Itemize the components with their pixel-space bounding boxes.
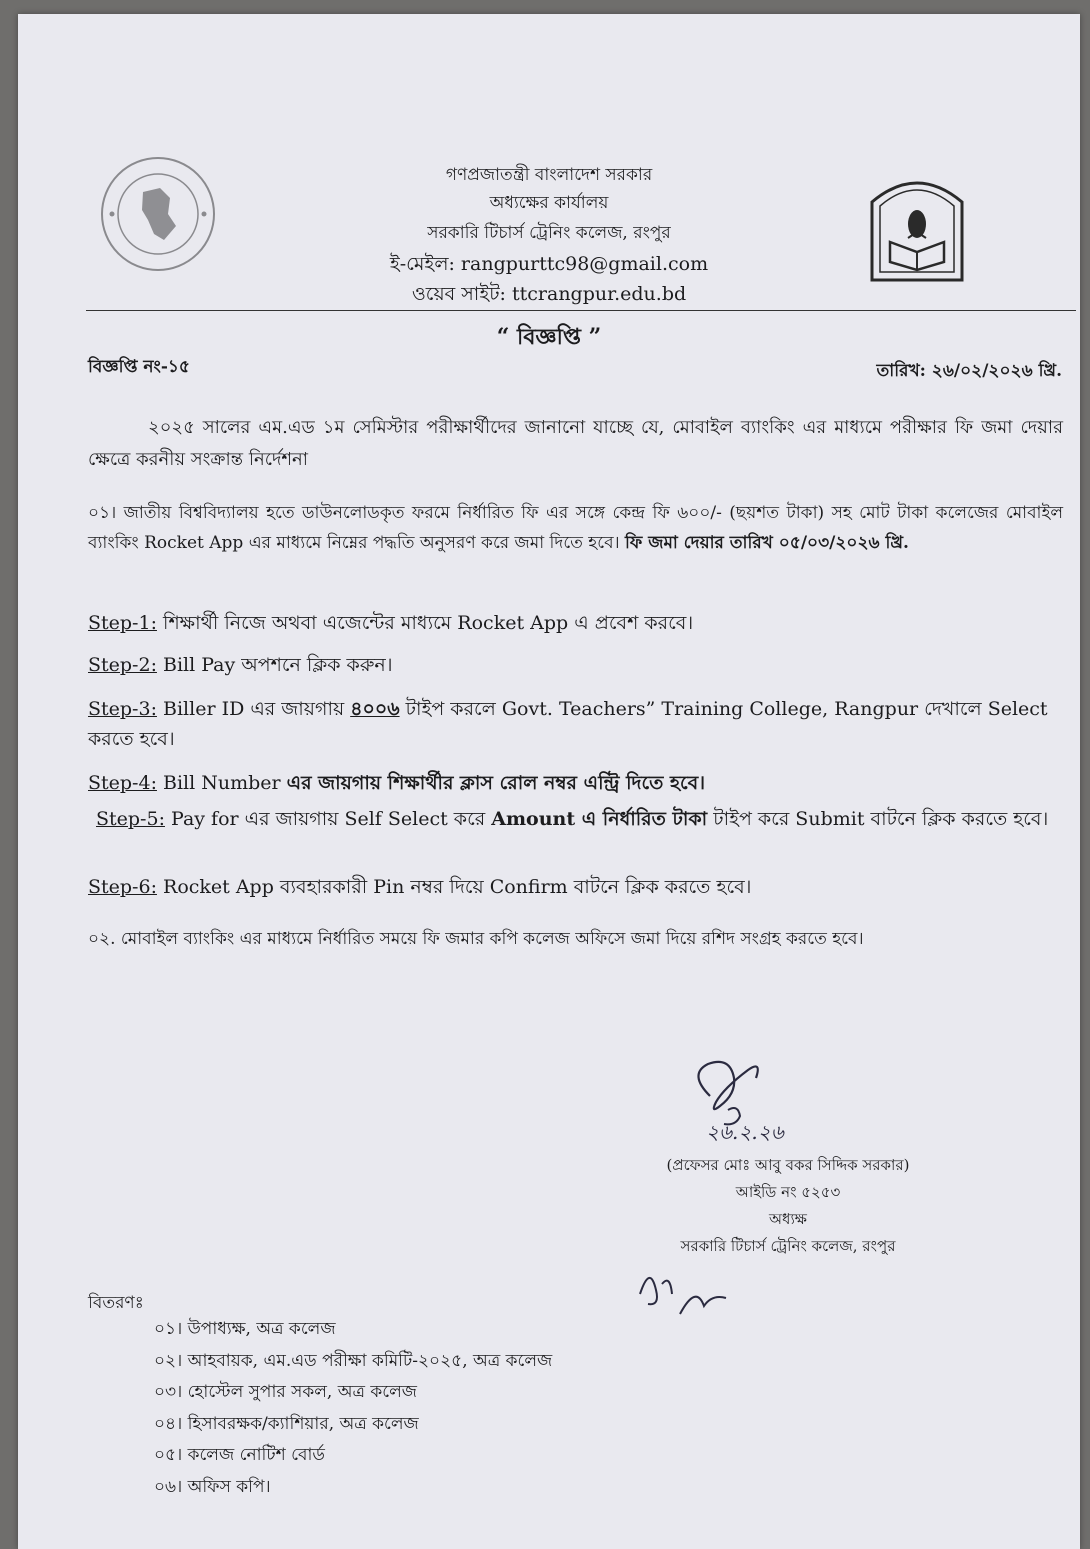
signatory-id: আইডি নং ৫২৫৩ [735,1183,841,1201]
list-item: ০৫। কলেজ নোটিশ বোর্ড [154,1445,325,1465]
step-text: Pay for এর জায়গায় Self Select করে [164,808,492,830]
header-website: ওয়েব সাইট: ttcrangpur.edu.bd [411,283,687,305]
step-label: Step-5: [96,808,165,830]
distribution-label: বিতরণঃ [88,1293,144,1313]
step-text: শিক্ষার্থী নিজে অথবা এজেন্টের মাধ্যমে Rocket App এ প্রবেশ করবে। [156,612,694,634]
step-2 [88,650,1063,680]
notice-number: বিজ্ঞপ্তি নং-১৫ [88,357,190,377]
biller-id: ৪০০৬ [350,698,400,720]
notice-date: তারিখ: ২৬/০২/২০২৬ খ্রি. [876,361,1062,381]
step-text: Bill Number [156,772,287,794]
initials-icon [626,1254,746,1334]
step-text: টাইপ করলে Govt. Teachers” Training College, Rangpur দেখালে Select করতে হবে। [88,698,1048,750]
step-label: Step-1: [88,612,157,634]
list-item: ০৪। হিসাবরক্ষক/ক্যাশিয়ার, অত্র কলেজ [154,1413,419,1434]
list-item: ০৬। অফিস কপি। [154,1476,271,1497]
step-6 [88,872,1063,902]
header-divider [86,310,1076,311]
paragraph-1 [88,498,1063,558]
notice-intro: ২০২৫ সালের এম.এড ১ম সেমিস্টার পরীক্ষার্থীদের জানানো যাচ্ছে যে, মোবাইল ব্যাংকিং এর মাধ্যমে পরীক্ষার ফি জমা দেয়ার ক্ষেত্রে করনীয় সংক্রান্ত নির্দেশনা [88,417,1063,470]
step-label: Step-3: [88,698,157,720]
fee-deadline: ফি জমা দেয়ার তারিখ ০৫/০৩/২০২৬ খ্রি. [625,533,909,553]
step-text: Rocket App ব্যবহারকারী Pin নম্বর দিয়ে Confirm বাটনে ক্লিক করতে হবে। [156,876,752,898]
step-bold-text: Amount এ নির্ধারিত টাকা [491,808,708,830]
step-5 [88,804,1071,834]
header-govt: গণপ্রজাতন্ত্রী বাংলাদেশ সরকার [445,165,653,185]
signatory-designation: অধ্যক্ষ [769,1210,807,1228]
step-text: Bill Pay অপশনে ক্লিক করুন। [156,654,393,676]
step-text: Biller ID এর জায়গায় [156,698,351,720]
paragraph-1-text: ০১। জাতীয় বিশ্ববিদ্যালয় হতে ডাউনলোডকৃত ফরমে নির্ধারিত ফি এর সঙ্গে কেন্দ্র ফি ৬০০/- (ছয়শত টাকা) সহ মোট টাকা কলেজের মোবাইল ব্যাংকিং Rocket App এর মাধ্যমে নিম্নের পদ্ধতি অনুসরণ করে জমা দিতে হবে। [88,503,1063,553]
distribution-list [154,1314,552,1503]
list-item: ০১। উপাধ্যক্ষ, অত্র কলেজ [154,1319,336,1339]
step-label: Step-6: [88,876,157,898]
paragraph-2: ০২. মোবাইল ব্যাংকিং এর মাধ্যমে নির্ধারিত সময়ে ফি জমার কপি কলেজ অফিসে জমা দিয়ে রশিদ সংগ্রহ করতে হবে। [88,929,864,949]
list-item: ০২। আহবায়ক, এম.এড পরীক্ষা কমিটি-২০২৫, অত্র কলেজ [154,1350,553,1371]
step-bold-text: এর জায়গায় শিক্ষার্থীর ক্লাস রোল নম্বর এন্ট্রি দিতে হবে। [286,772,705,794]
header-email: ই-মেইল: rangpurttc98@gmail.com [389,253,709,275]
list-item: ০৩। হোস্টেল সুপার সকল, অত্র কলেজ [154,1382,417,1402]
step-label: Step-4: [88,772,157,794]
step-text: টাইপ করে Submit বাটনে ক্লিক করতে হবে। [707,808,1049,830]
step-4 [88,768,1063,798]
header-college: সরকারি টিচার্স ট্রেনিং কলেজ, রংপুর [427,223,671,243]
notice-title: “ বিজ্ঞপ্তি ” [496,324,602,350]
header-office: অধ্যক্ষের কার্যালয় [489,193,609,213]
signature-date: ২৬.২.২৬ [706,1120,784,1144]
signatory-block [618,1152,958,1260]
signatory-institution: সরকারি টিচার্স ট্রেনিং কলেজ, রংপুর [680,1237,896,1255]
step-1 [88,608,1063,638]
notice-page [18,14,1080,1549]
signatory-name: (প্রফেসর মোঃ আবু বকর সিদ্দিক সরকার) [666,1156,910,1174]
step-3 [88,694,1063,754]
step-label: Step-2: [88,654,157,676]
